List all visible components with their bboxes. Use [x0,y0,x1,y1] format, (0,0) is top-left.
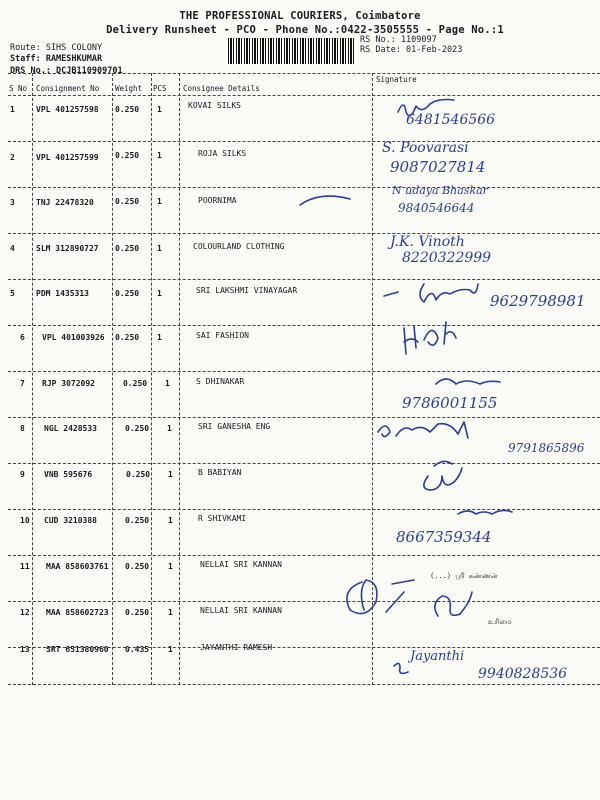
row-weight: 0.435 [125,645,150,654]
row-consignment: MAA 858603761 [46,562,109,571]
row-sno: 3 [10,198,15,207]
row-weight: 0.250 [115,333,140,342]
row-consignee: S DHINAKAR [196,377,245,386]
col-weight: Weight [115,84,143,93]
table-row [8,281,600,327]
col-sno: S No [9,84,28,93]
row-sno: 1 [10,105,15,114]
row-consignee: SAI FASHION [196,331,249,340]
row-consignment: VPL 401257599 [36,153,99,162]
row-sno: 9 [20,470,25,479]
row-consignment: PDM 1435313 [36,289,89,298]
row-consignment: VPL 401003926 [42,333,105,342]
row-sno: 6 [20,333,25,342]
row-consignment: SRT 651380960 [46,645,109,654]
stamp-text: உரிமை [488,618,512,626]
row-pcs: 1 [168,645,173,654]
signature-text: J.K. Vinoth [390,234,465,250]
barcode [228,38,356,64]
row-pcs: 1 [157,197,162,206]
row-pcs: 1 [157,105,162,114]
row-pcs: 1 [168,470,173,479]
col-pcs: PCS [153,84,167,93]
row-consignee: ROJA SILKS [198,149,247,158]
page-title: THE PROFESSIONAL COURIERS, Coimbatore [179,10,421,22]
row-sno: 11 [20,562,30,571]
row-sno: 4 [10,244,15,253]
row-consignee: SRI LAKSHMI VINAYAGAR [196,286,298,295]
row-pcs: 1 [157,333,162,342]
row-consignee: SRI GANESHA ENG [198,422,271,431]
table-row [8,419,600,465]
row-consignment: NGL 2428533 [44,424,97,433]
signature-text: 9940828536 [478,666,568,682]
row-pcs: 1 [157,289,162,298]
signature-text: S. Poovarasi [382,140,469,156]
stamp-text: (...) ஸ்ரீ கண்ணன் [430,572,498,580]
row-consignment: VNB 595676 [44,470,93,479]
table-row [8,557,600,603]
row-consignee: R SHIVKAMI [198,514,247,523]
row-weight: 0.250 [115,105,140,114]
drs-number: DRS No.: DCJB110909701 [10,66,123,76]
row-weight: 0.250 [115,151,140,160]
rs-number: RS No.: 1109097 [360,35,437,45]
row-consignment: TNJ 22478320 [36,198,94,207]
row-consignment: MAA 858602723 [46,608,109,617]
route-label: Route: SIHS COLONY [10,43,103,53]
row-consignee: NELLAI SRI KANNAN [200,560,282,569]
row-sno: 13 [20,645,30,654]
row-pcs: 1 [168,608,173,617]
row-sno: 7 [20,379,25,388]
col-consignment: Consignment No [36,84,100,93]
signature-text: 8667359344 [396,528,492,546]
row-weight: 0.250 [125,562,150,571]
table-row [8,97,600,143]
row-consignee: KOVAI SILKS [188,101,241,110]
signature-text: 9087027814 [390,158,486,176]
signature-text: Jayanthi [410,649,465,664]
row-consignee: B BABIYAN [198,468,242,477]
row-weight: 0.250 [126,470,151,479]
table-row [8,373,600,419]
row-consignee: JAYANTHI RAMESH [200,643,273,652]
table-row [8,235,600,281]
row-weight: 0.250 [125,608,150,617]
row-pcs: 1 [168,562,173,571]
row-pcs: 1 [157,244,162,253]
row-pcs: 1 [168,516,173,525]
signature-text: 9840546644 [398,201,475,215]
row-weight: 0.250 [115,244,140,253]
signature-text: 8220322999 [402,250,492,266]
row-weight: 0.250 [125,516,150,525]
signature-text: 9786001155 [402,394,498,412]
row-sno: 8 [20,424,25,433]
row-sno: 5 [10,289,15,298]
rs-date: RS Date: 01-Feb-2023 [360,45,463,55]
row-sno: 10 [20,516,30,525]
row-weight: 0.250 [125,424,150,433]
signature-text: 6481546566 [406,112,496,128]
row-consignee: POORNIMA [198,196,237,205]
row-consignment: RJP 3072092 [42,379,95,388]
runsheet-table [8,73,600,685]
table-row [8,143,600,189]
signature-text: N udaya Bhaskar [392,184,488,197]
row-consignee: NELLAI SRI KANNAN [200,606,282,615]
col-consignee: Consignee Details [183,84,260,93]
table-row [8,511,600,557]
row-weight: 0.250 [123,379,148,388]
row-consignment: CUD 3210388 [44,516,97,525]
row-consignment: VPL 401257598 [36,105,99,114]
col-signature: Signature [376,75,417,84]
table-row [8,643,600,695]
row-sno: 2 [10,153,15,162]
table-row [8,327,600,373]
signature-text: 9791865896 [508,441,585,455]
runsheet-subtitle: Delivery Runsheet - PCO - Phone No.:0422-3505555 - Page No.:1 [106,24,504,36]
row-weight: 0.250 [115,289,140,298]
table-row [8,465,600,511]
staff-label: Staff: RAMESHKUMAR [10,54,103,64]
row-pcs: 1 [157,151,162,160]
row-sno: 12 [20,608,30,617]
row-consignment: SLM 312890727 [36,244,99,253]
row-consignee: COLOURLAND CLOTHING [193,242,285,251]
row-weight: 0.250 [115,197,140,206]
row-pcs: 1 [165,379,170,388]
signature-text: 9629798981 [490,292,586,310]
row-pcs: 1 [167,424,172,433]
table-row [8,189,600,235]
